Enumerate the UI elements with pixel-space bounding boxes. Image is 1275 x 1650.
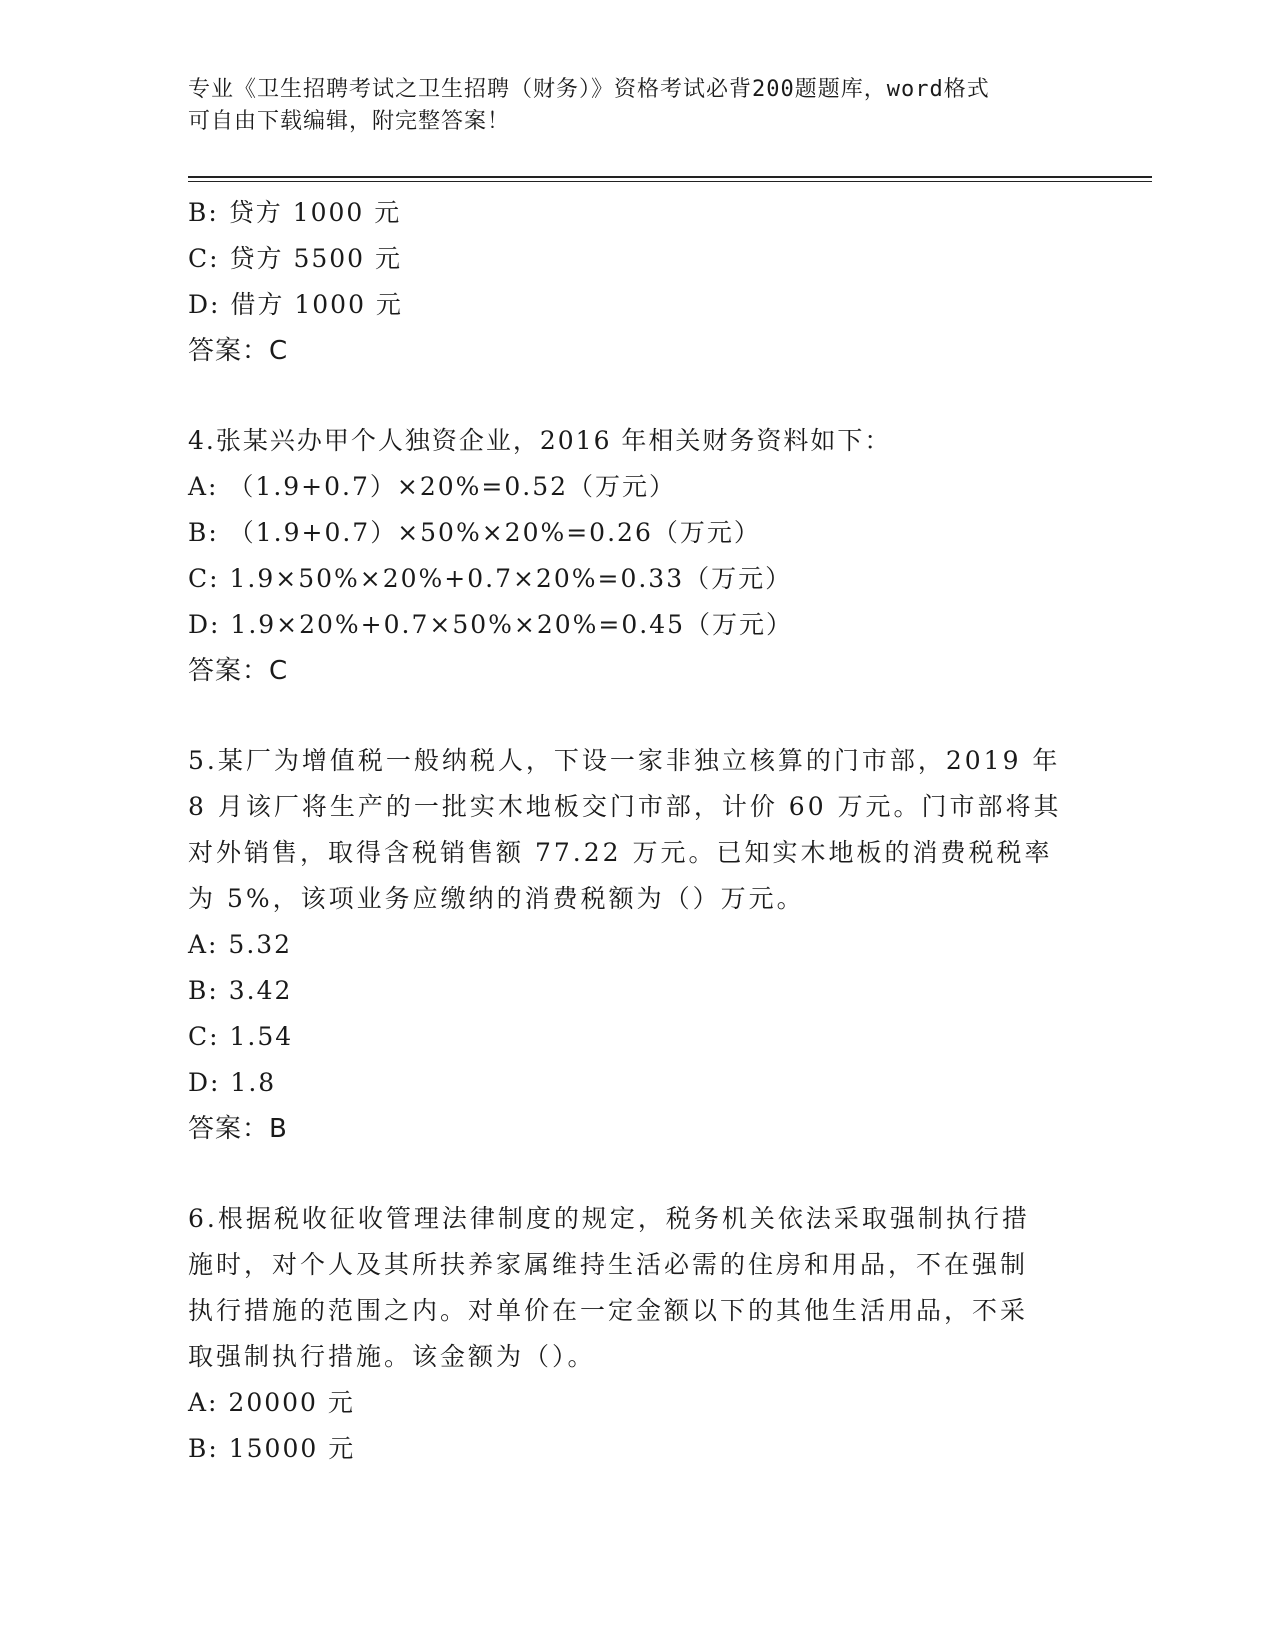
option-b: B: 贷方 1000 元 (188, 198, 402, 227)
question-text-line: 6.根据税收征收管理法律制度的规定，税务机关依法采取强制执行措 (188, 1204, 1030, 1233)
question-text-line: 取强制执行措施。该金额为（）。 (188, 1342, 596, 1371)
option-c: C: 1.9×50%×20%+0.7×20%=0.33（万元） (188, 564, 793, 593)
header-line-2: 可自由下载编辑，附完整答案！ (188, 109, 511, 134)
answer-label: 答案：C (188, 336, 289, 366)
option-b: B: 15000 元 (188, 1434, 356, 1463)
question-block-4 (188, 418, 1068, 694)
question-text-line: 为 5%，该项业务应缴纳的消费税额为（）万元。 (188, 884, 805, 913)
option-a: A: 5.32 (188, 930, 293, 959)
option-b: B: （1.9+0.7）×50%×20%=0.26（万元） (188, 518, 761, 547)
answer-label: 答案：B (188, 1114, 288, 1144)
question-text: 4.张某兴办甲个人独资企业，2016 年相关财务资料如下： (188, 426, 892, 455)
document-header (188, 74, 1088, 138)
question-text-line: 对外销售，取得含税销售额 77.22 万元。已知实木地板的消费税税率 (188, 838, 1053, 867)
option-d: D: 借方 1000 元 (188, 290, 403, 319)
question-block-6 (188, 1196, 1068, 1472)
header-rule-thick (188, 176, 1152, 178)
question-text-line: 5.某厂为增值税一般纳税人，下设一家非独立核算的门市部，2019 年 (188, 746, 1061, 775)
question-block-5 (188, 738, 1068, 1152)
question-text-line: 8 月该厂将生产的一批实木地板交门市部，计价 60 万元。门市部将其 (188, 792, 1062, 821)
answer-label: 答案：C (188, 656, 289, 686)
document-body (188, 190, 1068, 1472)
spacer (188, 1152, 1068, 1196)
option-a: A: （1.9+0.7）×20%=0.52（万元） (188, 472, 677, 501)
header-rule-thin (188, 181, 1152, 182)
option-c: C: 贷方 5500 元 (188, 244, 403, 273)
option-b: B: 3.42 (188, 976, 293, 1005)
header-line-1: 专业《卫生招聘考试之卫生招聘（财务）》资格考试必背200题题库，word格式 (188, 77, 990, 102)
question-text-line: 执行措施的范围之内。对单价在一定金额以下的其他生活用品，不采 (188, 1296, 1029, 1325)
spacer (188, 374, 1068, 418)
spacer (188, 694, 1068, 738)
option-d: D: 1.8 (188, 1068, 277, 1097)
question-text-line: 施时，对个人及其所扶养家属维持生活必需的住房和用品，不在强制 (188, 1250, 1029, 1279)
question-block-prev (188, 190, 1068, 374)
option-d: D: 1.9×20%+0.7×50%×20%=0.45（万元） (188, 610, 794, 639)
option-c: C: 1.54 (188, 1022, 294, 1051)
option-a: A: 20000 元 (188, 1388, 355, 1417)
